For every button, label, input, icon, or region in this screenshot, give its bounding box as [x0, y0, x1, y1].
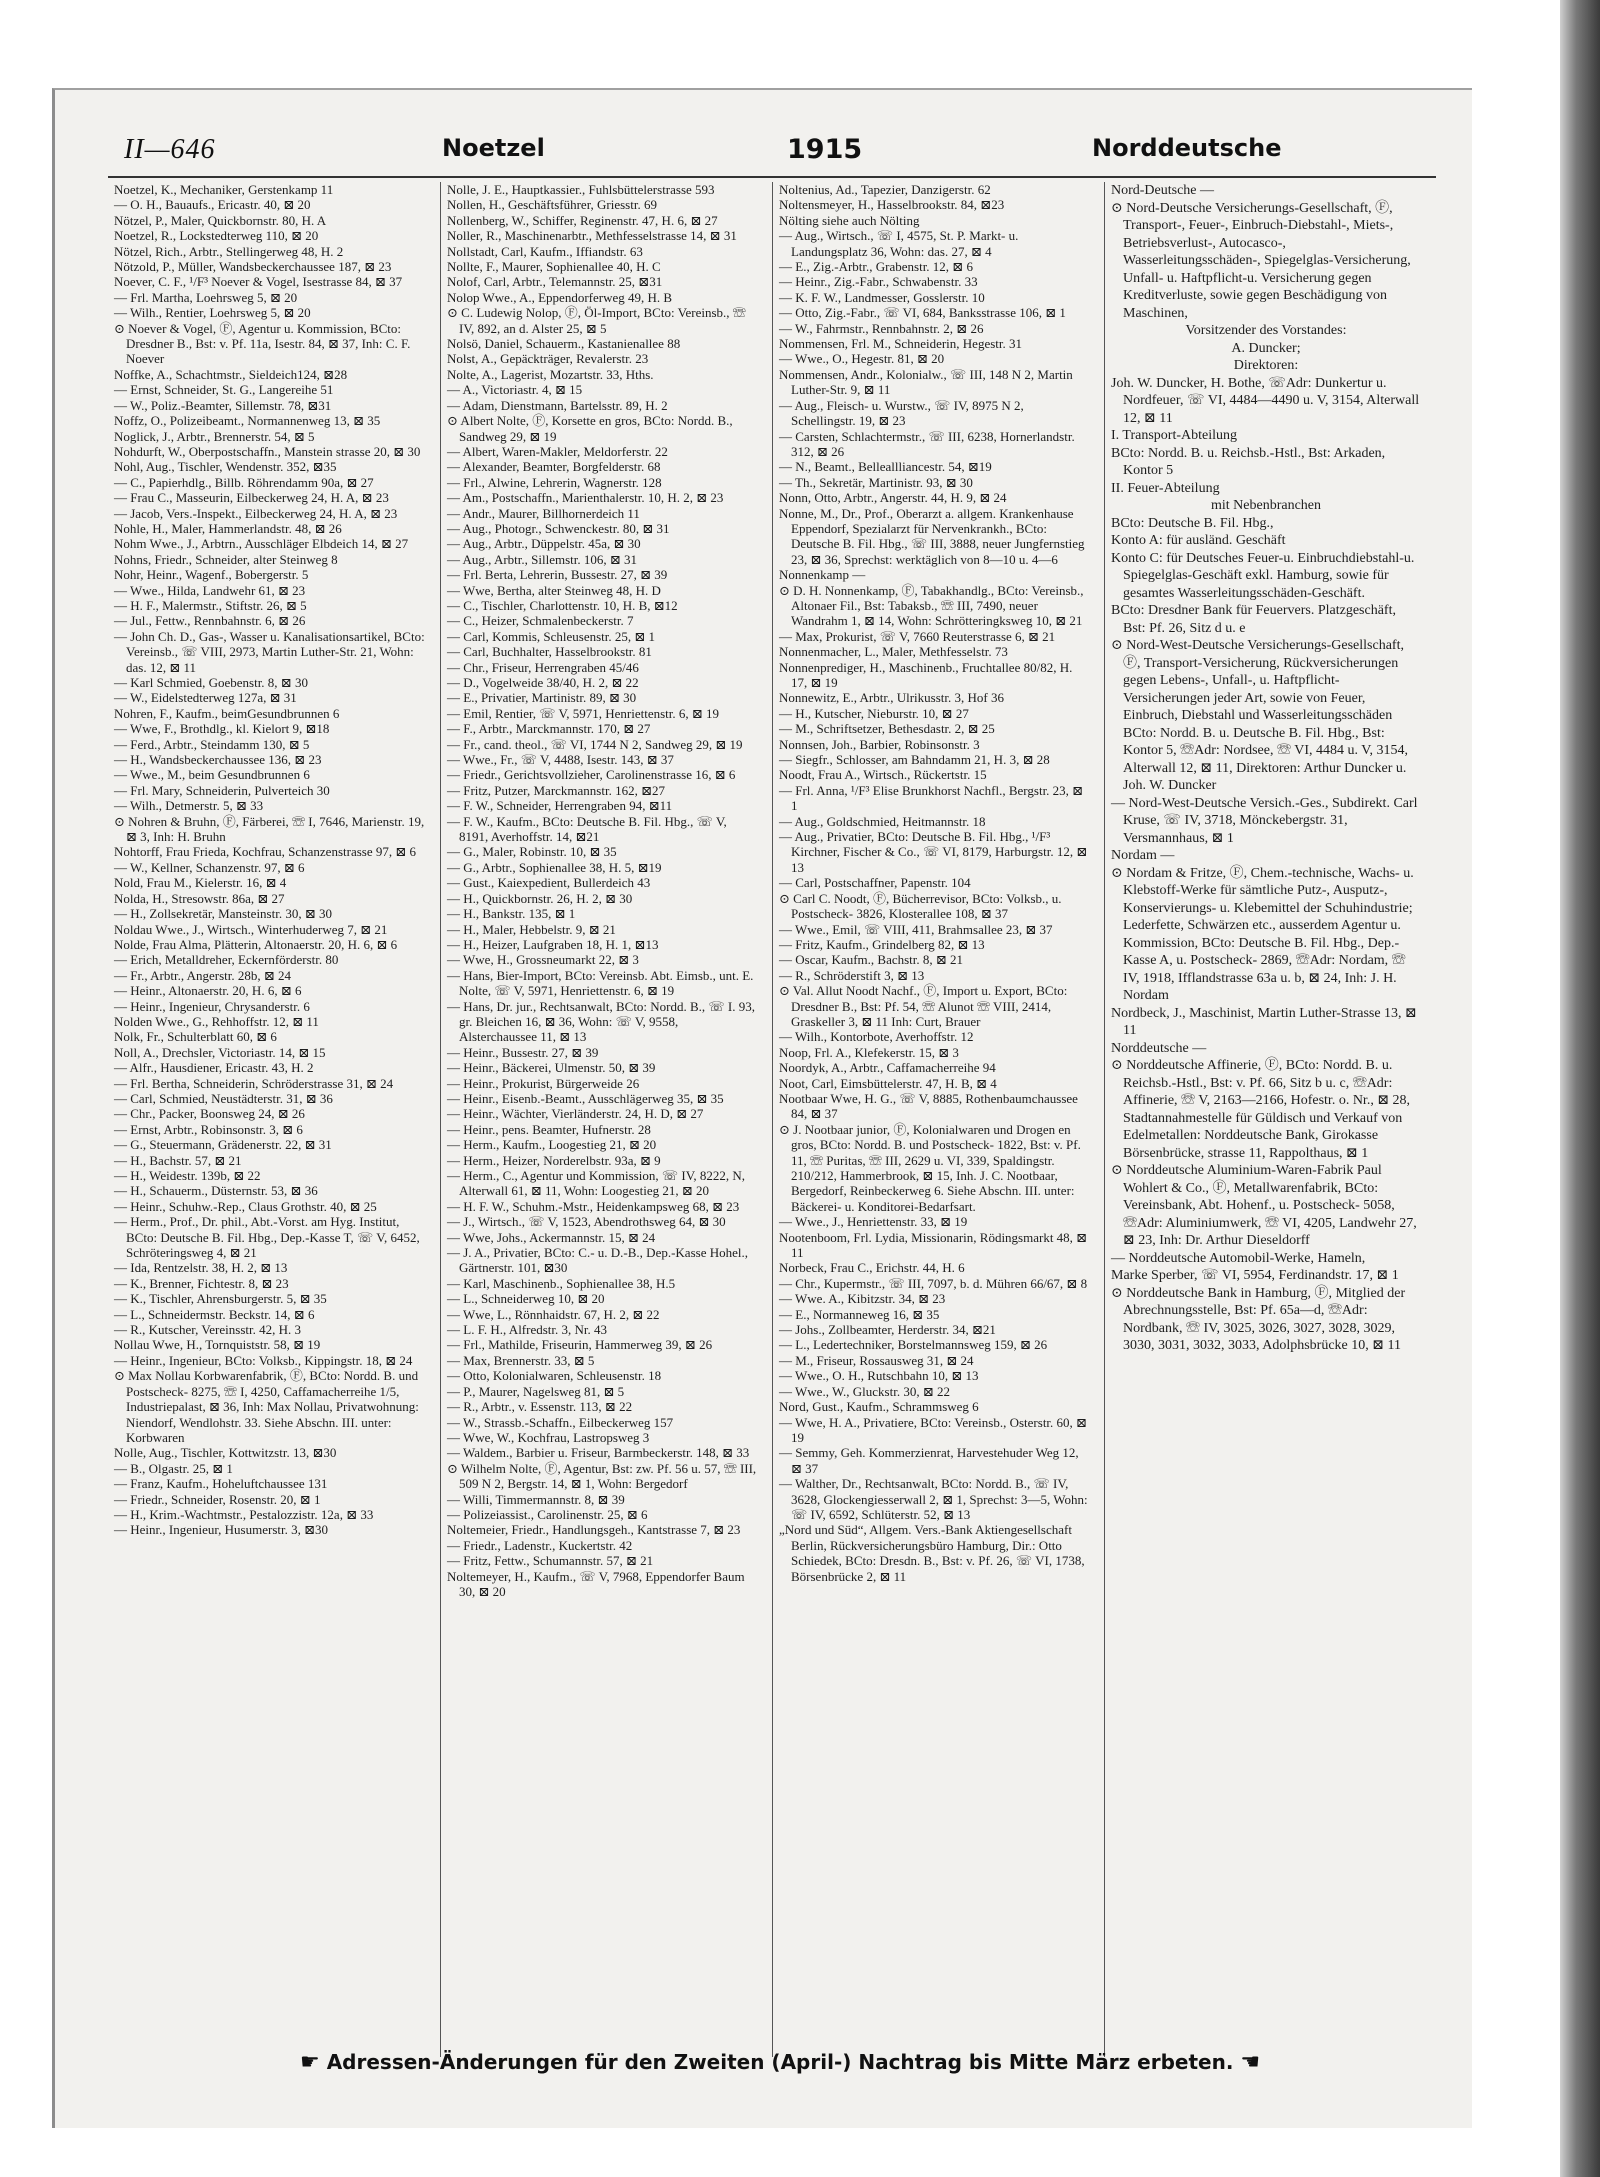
page-number: II—646 [124, 134, 216, 165]
directory-entry: — Fritz, Putzer, Marckmannstr. 162, ⊠27 [447, 782, 665, 798]
directory-entry: — J. A., Privatier, BCto: C.- u. D.-B., Dep.-Kasse Hohel., Gärtnerstr. 101, ⊠30 [447, 1245, 748, 1276]
directory-entry: — Alexander, Beamter, Borgfelderstr. 68 [447, 459, 661, 475]
directory-entry: — E., Zig.-Arbtr., Grabenstr. 12, ⊠ 6 [779, 259, 973, 275]
directory-entry: Nolle, J. E., Hauptkassier., Fuhlsbüttelerstrasse 593 [447, 182, 715, 197]
directory-entry: — F. W., Kaufm., BCto: Deutsche B. Fil. Hbg., ☏ V, 8191, Averhoffstr. 14, ⊠21 [447, 813, 727, 845]
directory-entry: Nolst, A., Gepäckträger, Revalerstr. 23 [447, 351, 649, 367]
directory-entry: — Aug., Wirtsch., ☏ I, 4575, St. P. Markt- u. Landungsplatz 36, Wohn: das. 27, ⊠ 4 [779, 228, 1019, 259]
directory-entry: — F. W., Schneider, Herrengraben 94, ⊠11 [447, 798, 673, 814]
directory-entry: Noetzel, R., Lockstedterweg 110, ⊠ 20 [114, 228, 319, 244]
directory-entry: — Waldem., Barbier u. Friseur, Barmbeckerstr. 148, ⊠ 33 [447, 1445, 750, 1461]
directory-entry: Nollau Wwe, H., Tornquiststr. 58, ⊠ 19 [114, 1337, 321, 1353]
directory-entry: — Wwe., Emil, ☏ VIII, 411, Brahmsallee 23, ⊠ 37 [779, 921, 1053, 937]
directory-entry: — Nord-West-Deutsche Versich.-Ges., Subdirekt. Carl Kruse, ☏ IV, 3718, Mönckebergstr. 31, Versmannhaus, ⊠ 1 [1111, 795, 1418, 846]
footer-text: Adressen-Änderungen für den Zweiten (April-) Nachtrag bis Mitte März erbeten. [326, 2050, 1234, 2074]
directory-entry: — Herm., Prof., Dr. phil., Abt.-Vorst. am Hyg. Institut, BCto: Deutsche B. Fil. Hbg., Dep.-Kasse T, ☏ V, 6452, Schröteringsweg 4, ⊠ 21 [114, 1214, 420, 1261]
directory-entry: — Fritz, Fettw., Schumannstr. 57, ⊠ 21 [447, 1553, 654, 1569]
directory-entry: Nonnenmacher, L., Maler, Methfesselstr. 73 [779, 644, 1008, 660]
directory-entry: — Heinr., Ingenieur, Chrysanderstr. 6 [114, 998, 310, 1014]
directory-entry: Noller, R., Maschinenarbtr., Methfesselstrasse 14, ⊠ 31 [447, 228, 737, 244]
directory-entry: Vorsitzender des Vorstandes: [1185, 323, 1347, 338]
directory-entry: Nonnewitz, E., Arbtr., Ulrikusstr. 3, Hof 36 [779, 690, 1004, 706]
directory-entry: — W., Eidelstedterweg 127a, ⊠ 31 [114, 690, 297, 706]
directory-entry: Noetzel, K., Mechaniker, Gerstenkamp 11 [114, 182, 334, 197]
directory-entry: — H., Maler, Hebbelstr. 9, ⊠ 21 [447, 921, 616, 937]
directory-entry: — Wwe., O., Hegestr. 81, ⊠ 20 [779, 351, 945, 367]
directory-entry: Noever, C. F., ¹/F³ Noever & Vogel, Isestrasse 84, ⊠ 37 [114, 274, 403, 290]
directory-entry: — H. F. W., Schuhm.-Mstr., Heidenkampsweg 68, ⊠ 23 [447, 1198, 740, 1214]
directory-entry: Nötzold, P., Müller, Wandsbeckerchaussee 187, ⊠ 23 [114, 259, 392, 275]
directory-entry: Nordbeck, J., Maschinist, Martin Luther-Strasse 13, ⊠ 11 [1111, 1005, 1417, 1038]
directory-entry: Nommensen, Andr., Kolonialw., ☏ III, 148 N 2, Martin Luther-Str. 9, ⊠ 11 [779, 366, 1073, 398]
directory-entry: — Jacob, Vers.-Inspekt., Eilbeckerweg 24, H. A, ⊠ 23 [114, 505, 398, 521]
directory-entry: — H., Quickbornstr. 26, H. 2, ⊠ 30 [447, 890, 633, 906]
directory-entry: — W., Fahrmstr., Rennbahnstr. 2, ⊠ 26 [779, 320, 984, 336]
pointing-hand-left-icon: ☚ [1240, 2050, 1261, 2075]
directory-entry: — Ida, Rentzelstr. 38, H. 2, ⊠ 13 [114, 1260, 288, 1276]
directory-entry: — J., Wirtsch., ☏ V, 1523, Abendrothsweg 64, ⊠ 30 [447, 1214, 726, 1230]
footer-notice [300, 2050, 1300, 2075]
directory-entry: Nolden Wwe., G., Rehhoffstr. 12, ⊠ 11 [114, 1013, 319, 1029]
directory-entry: Nohdurft, W., Oberpostschaffn., Manstein strasse 20, ⊠ 30 [114, 443, 421, 459]
directory-entry: Nohm Wwe., J., Arbtrn., Ausschläger Elbdeich 14, ⊠ 27 [114, 536, 409, 552]
header-rule [108, 176, 1436, 178]
directory-entry: ⊙ Nord-Deutsche Versicherungs-Gesellschaft, Ⓕ, Transport-, Feuer-, Einbruch-Diebstahl-, Miets-, Betriebsverlust-, Autocasco-, Wasserleitungsschäden-, Spiegelglas-Versicherung, Unfall- u. Haftpflicht-u. Versicherung gegen Kreditverluste, sowie gegen Beschädigung von Maschinen, [1111, 200, 1411, 321]
directory-entry: — D., Vogelweide 38/40, H. 2, ⊠ 22 [447, 675, 639, 690]
directory-entry: — G., Steuermann, Grädenerstr. 22, ⊠ 31 [114, 1137, 332, 1153]
directory-entry: — Aug., Privatier, BCto: Deutsche B. Fil. Hbg., ¹/F³ Kirchner, Fischer & Co., ☏ VI, 8179, Harburgstr. 12, ⊠ 13 [779, 829, 1088, 875]
directory-year: 1915 [787, 134, 863, 165]
directory-entry: — Friedr., Ladenstr., Kuckertstr. 42 [447, 1537, 633, 1553]
directory-entry: Nötzel, P., Maler, Quickbornstr. 80, H. A [114, 212, 327, 228]
directory-entry: Noll, A., Drechsler, Victoriastr. 14, ⊠ 15 [114, 1044, 326, 1060]
directory-entry: — H., Weidestr. 139b, ⊠ 22 [114, 1168, 261, 1183]
directory-entry: — Heinr., Wächter, Vierländerstr. 24, H. D, ⊠ 27 [447, 1106, 704, 1122]
directory-entry: — H., Kutscher, Nieburstr. 10, ⊠ 27 [779, 705, 969, 721]
directory-entry: Nohr, Heinr., Wagenf., Bobergerstr. 5 [114, 567, 309, 583]
directory-entry: — Wilh., Kontorbote, Averhoffstr. 12 [779, 1029, 974, 1045]
directory-entry: — Semmy, Geh. Kommerzienrat, Harvestehuder Weg 12, ⊠ 37 [779, 1445, 1079, 1476]
directory-entry: Konto A: für ausländ. Geschäft [1111, 533, 1286, 548]
directory-entry: — Albert, Waren-Makler, Meldorferstr. 22 [447, 443, 668, 459]
directory-entry: — R., Schröderstift 3, ⊠ 13 [779, 967, 925, 983]
directory-entry: ⊙ C. Ludewig Nolop, Ⓕ, Öl-Import, BCto: Vereinsb., ☏ IV, 892, an d. Alster 25, ⊠ 5 [447, 305, 746, 336]
directory-entry: — H., Bachstr. 57, ⊠ 21 [114, 1152, 242, 1168]
directory-entry: — H., Schauerm., Düsternstr. 53, ⊠ 36 [114, 1183, 318, 1199]
directory-entry: — Wwe. A., Kibitzstr. 34, ⊠ 23 [779, 1291, 946, 1307]
directory-entry: Nold, Frau M., Kielerstr. 16, ⊠ 4 [114, 875, 287, 891]
directory-entry: — Aug., Arbtr., Düppelstr. 45a, ⊠ 30 [447, 536, 641, 552]
directory-entry: BCto: Dresdner Bank für Feuervers. Platzgeschäft, Bst: Pf. 26, Sitz d u. e [1111, 603, 1396, 636]
directory-entry: Nonnenprediger, H., Maschinenb., Fruchtallee 80/82, H. 17, ⊠ 19 [779, 659, 1073, 690]
directory-entry: Nonnsen, Joh., Barbier, Robinsonstr. 3 [779, 736, 980, 752]
directory-entry: Nolde, Frau Alma, Plätterin, Altonaerstr. 20, H. 6, ⊠ 6 [114, 936, 398, 952]
page-header [52, 134, 1472, 174]
directory-entry: Nollstadt, Carl, Kaufm., Iffiandstr. 63 [447, 243, 643, 259]
directory-entry: — Carl, Buchhalter, Hasselbrookstr. 81 [447, 644, 652, 660]
directory-entry: — Ernst, Schneider, St. G., Langereihe 51 [114, 382, 334, 398]
directory-entry: — O. H., Bauaufs., Ericastr. 40, ⊠ 20 [114, 197, 311, 213]
directory-entry: — Frl., Alwine, Lehrerin, Wagnerstr. 128 [447, 474, 662, 490]
directory-entry: Noodt, Frau A., Wirtsch., Rückertstr. 15 [779, 767, 987, 783]
directory-entry: — Andr., Maurer, Billhornerdeich 11 [447, 505, 640, 521]
directory-entry: ⊙ Nordam & Fritze, Ⓕ, Chem.-technische, Wachs- u. Klebstoff-Werke für sämtliche Putz-, Ausputz-, Konservierungs- u. Klebemittel der Schuhindustrie; Lederfette, Schwärzen etc., ausserdem Agentur u. Kommission, BCto: Deutsche B. Fil. Hbg., Dep.-Kasse A, u. Postscheck- 2869, ☏Adr: Nordam, ☏ IV, 1918, Ifflandstrasse 63a u. b, ⊠ 24, Inh: J. H. Nordam [1111, 865, 1414, 1003]
last-entry-heading: Norddeutsche [1092, 134, 1282, 162]
directory-entry: — Siegfr., Schlosser, am Bahndamm 21, H. 3, ⊠ 28 [779, 752, 1050, 768]
directory-entry: — Carsten, Schlachtermstr., ☏ III, 6238, Hornerlandstr. 312, ⊠ 26 [779, 428, 1075, 459]
directory-entry: — Frl. Anna, ¹/F³ Elise Brunkhorst Nachfl., Bergstr. 23, ⊠ 1 [779, 782, 1084, 814]
directory-entry: „Nord und Süd“, Allgem. Vers.-Bank Aktiengesellschaft Berlin, Rückversicherungsbüro Hamburg, Dir.: Otto Schiedek, BCto: Dresdn. B., Bst: v. Pf. 26, ☏ VI, 1738, Börsenbrücke 2, ⊠ 11 [779, 1522, 1085, 1584]
directory-entry: — Carl, Postschaffner, Papenstr. 104 [779, 875, 971, 891]
directory-entry: — N., Beamt., Belleallliancestr. 54, ⊠19 [779, 459, 992, 475]
directory-entry: ⊙ Max Nollau Korbwarenfabrik, Ⓕ, BCto: Nordd. B. und Postscheck- 8275, ☏ I, 4250, Caffamacherreihe 1/5, Industriepalast, ⊠ 36, Inh: Max Nollau, Privatwohnung: Niendorf, Wendlohstr. 33. Siehe Abschn. III. unter: Korbwaren [114, 1368, 419, 1445]
directory-entry: mit Nebenbranchen [1210, 498, 1321, 513]
directory-entry: ⊙ Nohren & Bruhn, Ⓕ, Färberei, ☏ I, 7646, Marienstr. 19, ⊠ 3, Inh: H. Bruhn [114, 813, 425, 845]
directory-entry: — Wwe, H., Grossneumarkt 22, ⊠ 3 [447, 952, 639, 968]
directory-entry: — Aug., Fleisch- u. Wurstw., ☏ IV, 8975 N 2, Schellingstr. 19, ⊠ 23 [779, 397, 1024, 429]
directory-entry: Nolte, A., Lagerist, Mozartstr. 33, Hths. [447, 366, 654, 382]
directory-entry: — Johs., Zollbeamter, Herderstr. 34, ⊠21 [779, 1322, 996, 1338]
directory-entry: — Carl, Kommis, Schleusenstr. 25, ⊠ 1 [447, 628, 656, 644]
directory-entry: — H., Wandsbeckerchaussee 136, ⊠ 23 [114, 752, 322, 768]
directory-entry: — B., Olgastr. 25, ⊠ 1 [114, 1460, 233, 1476]
directory-entry: — Gust., Kaiexpedient, Bullerdeich 43 [447, 875, 651, 891]
directory-entry: — Heinr., Zig.-Fabr., Schwabenstr. 33 [779, 274, 978, 290]
directory-entry: — K., Tischler, Ahrensburgerstr. 5, ⊠ 35 [114, 1291, 327, 1307]
directory-entry: — W., Kellner, Schanzenstr. 97, ⊠ 6 [114, 859, 305, 875]
directory-entry: — Wwe., O. H., Rutschbahn 10, ⊠ 13 [779, 1368, 979, 1384]
directory-entry: — C., Papierhdlg., Billb. Röhrendamm 90a, ⊠ 27 [114, 474, 374, 490]
directory-entry: — Th., Sekretär, Martinistr. 93, ⊠ 30 [779, 474, 973, 490]
directory-entry: — Heinr., Eisenb.-Beamt., Ausschlägerweg 35, ⊠ 35 [447, 1090, 724, 1106]
directory-entry: ⊙ Wilhelm Nolte, Ⓕ, Agentur, Bst: zw. Pf. 56 u. 57, ☏ III, 509 N 2, Bergstr. 14, ⊠ 1, Wohn: Bergedorf [447, 1460, 757, 1492]
directory-entry: Norbeck, Frau C., Erichstr. 44, H. 6 [779, 1260, 965, 1276]
directory-entry: Nord, Gust., Kaufm., Schrammsweg 6 [779, 1399, 979, 1415]
directory-entry: — H. F., Malermstr., Stiftstr. 26, ⊠ 5 [114, 597, 307, 613]
directory-entry: — Wilh., Detmerstr. 5, ⊠ 33 [114, 798, 264, 814]
directory-entry: — Hans, Bier-Import, BCto: Vereinsb. Abt. Eimsb., unt. E. Nolte, ☏ V, 5971, Henriettenstr. 6, ⊠ 19 [447, 967, 754, 999]
directory-entry: — Alfr., Hausdiener, Ericastr. 43, H. 2 [114, 1060, 314, 1076]
directory-entry: — Heinr., pens. Beamter, Hufnerstr. 28 [447, 1121, 651, 1137]
directory-entry: ⊙ J. Nootbaar junior, Ⓕ, Kolonialwaren und Drogen en gros, BCto: Nordd. B. und Postscheck- 1822, Bst: v. Pf. 11, ☏ Puritas, ☏ III, 2629 u. VI, 339, Spaldingstr. 210/212, Hammerbrook, ⊠ 15, Inh. J. C. Nootbaar, Bergedorf, Reinbeckerweg 6. Siehe Abschn. III. unter: Bäckerei- u. Konditorei-Bedarfsart. [779, 1121, 1081, 1214]
directory-entry: — Adam, Dienstmann, Bartelsstr. 89, H. 2 [447, 397, 668, 413]
directory-entry: Noldau Wwe., J., Wirtsch., Winterhuderweg 7, ⊠ 21 [114, 921, 388, 937]
directory-entry: Noop, Frl. A., Klefekerstr. 15, ⊠ 3 [779, 1044, 959, 1060]
directory-entry: BCto: Nordd. B. u. Reichsb.-Hstl., Bst: Arkaden, Kontor 5 [1111, 445, 1386, 478]
directory-entry: — Herm., Heizer, Norderelbstr. 93a, ⊠ 9 [447, 1152, 661, 1168]
directory-entry: Nonne, M., Dr., Prof., Oberarzt a. allgem. Krankenhause Eppendorf, Spezialarzt für Nervenkrankh., BCto: Deutsche B. Fil. Hbg., ☏ III, 3888, neuer Jungfernstieg 23, ⊠ 36, Sprechst: werktäglich von 8—10 u. 4—6 [779, 505, 1085, 567]
directory-entry: — Norddeutsche Automobil-Werke, Hameln, [1111, 1250, 1366, 1266]
directory-entry: — Polizeiassist., Carolinenstr. 25, ⊠ 6 [447, 1506, 648, 1522]
directory-columns [108, 182, 1436, 2057]
directory-entry: — Fr., Arbtr., Angerstr. 28b, ⊠ 24 [114, 967, 292, 983]
directory-entry: Nolle, Aug., Tischler, Kottwitzstr. 13, ⊠30 [114, 1445, 337, 1461]
directory-entry: Nohns, Friedr., Schneider, alter Steinweg 8 [114, 551, 338, 567]
directory-entry: Noglick, J., Arbtr., Brennerstr. 54, ⊠ 5 [114, 428, 315, 444]
directory-entry: — W., Strassb.-Schaffn., Eilbeckerweg 157 [447, 1414, 674, 1430]
directory-entry: BCto: Deutsche B. Fil. Hbg., [1111, 515, 1274, 531]
directory-entry: — Frl. Berta, Lehrerin, Bussestr. 27, ⊠ 39 [447, 567, 668, 583]
directory-entry: — Wwe., Hilda, Landwehr 61, ⊠ 23 [114, 582, 306, 598]
directory-entry: Nolsö, Daniel, Schauerm., Kastanienallee 88 [447, 336, 681, 352]
directory-entry: — Frl. Bertha, Schneiderin, Schröderstrasse 31, ⊠ 24 [114, 1075, 394, 1091]
directory-entry: — Franz, Kaufm., Hoheluftchaussee 131 [114, 1476, 328, 1492]
directory-entry: Nordam — [1111, 848, 1175, 863]
directory-entry: — Heinr., Altonaerstr. 20, H. 6, ⊠ 6 [114, 983, 302, 999]
directory-entry: — K., Brenner, Fichtestr. 8, ⊠ 23 [114, 1275, 289, 1291]
directory-entry: — Aug., Photogr., Schwenckestr. 80, ⊠ 31 [447, 520, 670, 536]
directory-entry: Nootbaar Wwe, H. G., ☏ V, 8885, Rothenbaumchaussee 84, ⊠ 37 [779, 1090, 1078, 1122]
first-entry-heading: Noetzel [442, 134, 545, 162]
directory-entry: — Aug., Goldschmied, Heitmannstr. 18 [779, 813, 986, 829]
directory-entry: Nohle, H., Maler, Hammerlandstr. 48, ⊠ 26 [114, 520, 342, 536]
directory-entry: — P., Maurer, Nagelsweg 81, ⊠ 5 [447, 1383, 625, 1399]
directory-entry: Noffke, A., Schachtmstr., Sieldeich124, ⊠28 [114, 366, 348, 382]
directory-entry: ⊙ Norddeutsche Affinerie, Ⓕ, BCto: Nordd. B. u. Reichsb.-Hstl., Bst: v. Pf. 66, Sitz b u. c, ☏Adr: Affinerie, ☏ V, 2163—2166, Hofestr. o. Nr., ⊠ 28, Stadtannahmestelle für Güldisch und Verkauf von Edelmetallen: Norddeutsche Bank, Girokasse Börsenbrücke, strasse 11, Rappolthaus, ⊠ 1 [1111, 1058, 1411, 1161]
directory-entry: — Heinr., Bussestr. 27, ⊠ 39 [447, 1044, 599, 1060]
directory-entry: — H., Krim.-Wachtmstr., Pestalozzistr. 12a, ⊠ 33 [114, 1506, 374, 1522]
directory-entry: ⊙ Norddeutsche Bank in Hamburg, Ⓕ, Mitglied der Abrechnungsstelle, Bst: Pf. 65a—d, ☏Adr: Nordbank, ☏ IV, 3025, 3026, 3027, 3028, 3029, 3030, 3031, 3032, 3033, Adolphsbrücke 10, ⊠ 11 [1111, 1285, 1406, 1353]
directory-entry: — Frl., Mathilde, Friseurin, Hammerweg 39, ⊠ 26 [447, 1337, 713, 1353]
directory-entry: — L., Ledertechniker, Borstelmannsweg 159, ⊠ 26 [779, 1337, 1048, 1353]
directory-entry: Direktoren: [1233, 358, 1299, 373]
directory-entry: — Fritz, Kaufm., Grindelberg 82, ⊠ 13 [779, 936, 985, 952]
directory-entry: — C., Tischler, Charlottenstr. 10, H. B, ⊠12 [447, 597, 678, 613]
directory-entry: ⊙ D. H. Nonnenkamp, Ⓕ, Tabakhandlg., BCto: Vereinsb., Altonaer Fil., Bst: Tabaksb., ☏ III, 7490, neuer Wandrahm 1, ⊠ 14, Wohn: Schrötteringksweg 10, ⊠ 21 [779, 582, 1084, 629]
directory-entry: Nootenboom, Frl. Lydia, Missionarin, Rödingsmarkt 48, ⊠ 11 [779, 1229, 1088, 1261]
directory-entry: — Wilh., Rentier, Loehrsweg 5, ⊠ 20 [114, 305, 311, 321]
directory-entry: Nohren, F., Kaufm., beimGesundbrunnen 6 [114, 705, 340, 721]
directory-entry: — W., Poliz.-Beamter, Sillemstr. 78, ⊠31 [114, 397, 332, 413]
directory-entry: Noot, Carl, Eimsbüttelerstr. 47, H. B, ⊠ 4 [779, 1075, 997, 1091]
directory-entry: — Frau C., Masseurin, Eilbeckerweg 24, H. A, ⊠ 23 [114, 490, 389, 506]
directory-entry: — Emil, Rentier, ☏ V, 5971, Henriettenstr. 6, ⊠ 19 [447, 705, 720, 721]
directory-entry: Nolop Wwe., A., Eppendorferweg 49, H. B [447, 289, 673, 305]
directory-entry: I. Transport-Abteilung [1111, 428, 1237, 443]
directory-entry: — R., Kutscher, Vereinsstr. 42, H. 3 [114, 1322, 302, 1338]
directory-entry: — K. F. W., Landmesser, Gosslerstr. 10 [779, 289, 985, 305]
directory-entry: — Wwe, W., Kochfrau, Lastropsweg 3 [447, 1429, 650, 1445]
directory-entry: — L., Schneiderweg 10, ⊠ 20 [447, 1291, 605, 1307]
directory-entry: — Friedr., Gerichtsvollzieher, Carolinenstrasse 16, ⊠ 6 [447, 767, 736, 783]
directory-entry: — Wwe, L., Rönnhaidstr. 67, H. 2, ⊠ 22 [447, 1306, 660, 1322]
directory-entry: — E., Normanneweg 16, ⊠ 35 [779, 1306, 940, 1322]
directory-entry: Nonn, Otto, Arbtr., Angerstr. 44, H. 9, ⊠ 24 [779, 490, 1007, 506]
directory-entry: — John Ch. D., Gas-, Wasser u. Kanalisationsartikel, BCto: Vereinsb., ☏ VIII, 2973, Martin Luther-Str. 21, Wohn: das. 12, ⊠ 11 [114, 628, 425, 675]
directory-entry: Noltensmeyer, H., Hasselbrookstr. 84, ⊠23 [779, 197, 1005, 213]
directory-column-2 [440, 182, 763, 2057]
directory-entry: ⊙ Norddeutsche Aluminium-Waren-Fabrik Paul Wohlert & Co., Ⓕ, Metallwarenfabrik, BCto: Vereinsbank, Abt. Hohenf., u. Postscheck- 5058, ☏Adr: Aluminiumwerk, ☏ VI, 4205, Landwehr 27, ⊠ 23, Inh: Dr. Arthur Dieseldorff [1111, 1163, 1417, 1248]
directory-entry: Nolk, Fr., Schulterblatt 60, ⊠ 6 [114, 1029, 277, 1045]
directory-entry: — G., Arbtr., Sophienallee 38, H. 5, ⊠19 [447, 859, 662, 875]
directory-entry: Nolda, H., Stresowstr. 86a, ⊠ 27 [114, 890, 285, 906]
directory-entry: Noltemeier, Friedr., Handlungsgeh., Kantstrasse 7, ⊠ 23 [447, 1522, 741, 1538]
directory-entry: — Ferd., Arbtr., Steindamm 130, ⊠ 5 [114, 736, 310, 752]
directory-entry: — R., Arbtr., v. Essenstr. 113, ⊠ 22 [447, 1399, 633, 1415]
directory-entry: Nollte, F., Maurer, Sophienallee 40, H. C [447, 259, 661, 275]
directory-entry: ⊙ Noever & Vogel, Ⓕ, Agentur u. Kommission, BCto: Dresdner B., Bst: v. Pf. 11a, Isestr. 84, ⊠ 37, Inh: C. F. Noever [114, 320, 411, 367]
directory-entry: — Aug., Arbtr., Sillemstr. 106, ⊠ 31 [447, 551, 638, 567]
directory-entry: Nollen, H., Geschäftsführer, Griesstr. 69 [447, 197, 657, 213]
directory-entry: — Wwe., W., Gluckstr. 30, ⊠ 22 [779, 1383, 950, 1399]
directory-entry: — Herm., C., Agentur und Kommission, ☏ IV, 8222, N, Alterwall 61, ⊠ 11, Wohn: Loogestieg 21, ⊠ 20 [447, 1168, 746, 1199]
directory-entry: — Wwe, Johs., Ackermannstr. 15, ⊠ 24 [447, 1229, 656, 1245]
directory-entry: Norddeutsche — [1111, 1040, 1207, 1056]
directory-entry: ⊙ Val. Allut Noodt Nachf., Ⓕ, Import u. Export, BCto: Dresdner B., Bst: Pf. 54, ☏ Alunot ☏ VIII, 2414, Graskeller 3, ⊠ 11 Inh: Curt, Brauer [779, 983, 1068, 1029]
directory-entry: — H., Bankstr. 135, ⊠ 1 [447, 906, 576, 922]
directory-entry: Nommensen, Frl. M., Schneiderin, Hegestr. 31 [779, 336, 1022, 352]
directory-entry: — A., Victoriastr. 4, ⊠ 15 [447, 382, 583, 398]
directory-column-4 [1104, 182, 1427, 2057]
directory-entry: — Walther, Dr., Rechtsanwalt, BCto: Nordd. B., ☏ IV, 3628, Glockengiesserwall 2, ⊠ 1, Sprechst: 3—5, Wohn: ☏ IV, 6592, Schlüterstr. 52, ⊠ 13 [779, 1476, 1088, 1522]
directory-entry: — E., Privatier, Martinistr. 89, ⊠ 30 [447, 690, 637, 706]
directory-entry: ⊙ Carl C. Noodt, Ⓕ, Bücherrevisor, BCto: Volksb., u. Postscheck- 3826, Klosterallee 108, ⊠ 37 [779, 890, 1062, 922]
directory-entry: — Friedr., Schneider, Rosenstr. 20, ⊠ 1 [114, 1491, 321, 1507]
pointing-hand-right-icon: ☛ [300, 2050, 320, 2075]
directory-entry: — Wwe, F., Brothdlg., kl. Kielort 9, ⊠18 [114, 721, 330, 737]
directory-entry: — Fr., cand. theol., ☏ VI, 1744 N 2, Sandweg 29, ⊠ 19 [447, 736, 743, 752]
directory-entry: — Karl Schmied, Goebenstr. 8, ⊠ 30 [114, 675, 308, 690]
directory-entry: — Wwe., J., Henriettenstr. 33, ⊠ 19 [779, 1214, 968, 1230]
directory-entry: — Chr., Packer, Boonsweg 24, ⊠ 26 [114, 1106, 305, 1122]
directory-entry: Joh. W. Duncker, H. Bothe, ☏Adr: Dunkertur u. Nordfeuer, ☏ VI, 4484—4490 u. V, 3154, Alterwall 12, ⊠ 11 [1111, 375, 1420, 426]
directory-entry: Nord-Deutsche — [1111, 183, 1215, 198]
directory-entry: Nohtorff, Frau Frieda, Kochfrau, Schanzenstrasse 97, ⊠ 6 [114, 844, 416, 860]
directory-entry: — Wwe., Fr., ☏ V, 4488, Isestr. 143, ⊠ 37 [447, 752, 674, 768]
directory-entry: Nolof, Carl, Arbtr., Telemannstr. 25, ⊠31 [447, 274, 663, 290]
directory-entry: — H., Heizer, Laufgraben 18, H. 1, ⊠13 [447, 936, 659, 952]
directory-entry: — Otto, Zig.-Fabr., ☏ VI, 684, Banksstrasse 106, ⊠ 1 [779, 305, 1066, 321]
directory-entry: — Heinr., Ingenieur, Husumerstr. 3, ⊠30 [114, 1522, 329, 1538]
directory-entry: — Max, Brennerstr. 33, ⊠ 5 [447, 1352, 595, 1368]
directory-entry: — Wwe, H. A., Privatiere, BCto: Vereinsb., Osterstr. 60, ⊠ 19 [779, 1414, 1087, 1445]
directory-entry: A. Duncker; [1231, 340, 1301, 356]
directory-entry: — M., Schriftsetzer, Bethesdastr. 2, ⊠ 25 [779, 721, 995, 737]
directory-entry: — L. F. H., Alfredstr. 3, Nr. 43 [447, 1322, 608, 1338]
directory-entry: Noltemeyer, H., Kaufm., ☏ V, 7968, Eppendorfer Baum 30, ⊠ 20 [447, 1568, 745, 1599]
directory-entry: — Wwe., M., beim Gesundbrunnen 6 [114, 767, 310, 783]
directory-entry: Noltenius, Ad., Tapezier, Danzigerstr. 62 [779, 182, 991, 197]
directory-entry: — Chr., Friseur, Herrengraben 45/46 [447, 659, 639, 675]
directory-entry: — L., Schneidermstr. Beckstr. 14, ⊠ 6 [114, 1306, 315, 1322]
directory-column-3 [772, 182, 1095, 2057]
directory-entry: ⊙ Albert Nolte, Ⓕ, Korsette en gros, BCto: Nordd. B., Sandweg 29, ⊠ 19 [447, 413, 733, 444]
directory-entry: — Heinr., Ingenieur, BCto: Volksb., Kippingstr. 18, ⊠ 24 [114, 1352, 413, 1368]
directory-entry: — C., Heizer, Schmalenbeckerstr. 7 [447, 613, 634, 629]
directory-column-1 [108, 182, 431, 2057]
directory-entry: — Wwe, Bertha, alter Steinweg 48, H. D [447, 582, 661, 598]
directory-entry: — Hans, Dr. jur., Rechtsanwalt, BCto: Nordd. B., ☏ I. 93, gr. Bleichen 16, ⊠ 36, Wohn: ☏ V, 9558, Alsterchaussee 11, ⊠ 13 [447, 998, 756, 1045]
directory-entry: Noordyk, A., Arbtr., Caffamacherreihe 94 [779, 1060, 996, 1076]
directory-entry: Nohl, Aug., Tischler, Wendenstr. 352, ⊠35 [114, 459, 337, 475]
directory-entry: — Jul., Fettw., Rennbahnstr. 6, ⊠ 26 [114, 613, 306, 629]
directory-entry: — Heinr., Bäckerei, Ulmenstr. 50, ⊠ 39 [447, 1060, 656, 1076]
directory-entry: — M., Friseur, Rossausweg 31, ⊠ 24 [779, 1352, 974, 1368]
directory-entry: — Frl. Mary, Schneiderin, Pulverteich 30 [114, 782, 330, 798]
directory-entry: — Willi, Timmermannstr. 8, ⊠ 39 [447, 1491, 625, 1507]
directory-entry: — Karl, Maschinenb., Sophienallee 38, H.5 [447, 1275, 676, 1291]
directory-entry: — Erich, Metalldreher, Eckernförderstr. 80 [114, 952, 339, 968]
directory-entry: — Carl, Schmied, Neustädterstr. 31, ⊠ 36 [114, 1090, 333, 1106]
directory-entry: — Heinr., Schuhw.-Rep., Claus Grothstr. 40, ⊠ 25 [114, 1198, 377, 1214]
directory-entry: — G., Maler, Robinstr. 10, ⊠ 35 [447, 844, 617, 860]
directory-entry: Marke Sperber, ☏ VI, 5954, Ferdinandstr. 17, ⊠ 1 [1111, 1268, 1399, 1283]
directory-entry: — Herm., Kaufm., Loogestieg 21, ⊠ 20 [447, 1137, 657, 1153]
directory-entry: — Am., Postschaffn., Marienthalerstr. 10, H. 2, ⊠ 23 [447, 490, 724, 506]
directory-entry: — Otto, Kolonialwaren, Schleusenstr. 18 [447, 1368, 662, 1384]
directory-entry: Nollenberg, W., Schiffer, Reginenstr. 47, H. 6, ⊠ 27 [447, 212, 718, 228]
directory-entry: Noffz, O., Polizeibeamt., Normannenweg 13, ⊠ 35 [114, 413, 381, 429]
directory-entry: Konto C: für Deutsches Feuer-u. Einbruchdiebstahl-u. Spiegelglas-Geschäft exkl. Hamburg, sowie für gesamtes Wasserleitungsschäden-Geschäft. [1111, 550, 1415, 601]
page-edge-shadow [1560, 0, 1600, 2177]
directory-entry: II. Feuer-Abteilung [1111, 480, 1220, 496]
directory-entry: — Max, Prokurist, ☏ V, 7660 Reuterstrasse 6, ⊠ 21 [779, 628, 1056, 644]
directory-entry: Nötzel, Rich., Arbtr., Stellingerweg 48, H. 2 [114, 243, 344, 259]
directory-entry: Nölting siehe auch Nölting [779, 212, 920, 228]
directory-entry: — F., Arbtr., Marckmannstr. 170, ⊠ 27 [447, 721, 651, 737]
directory-entry: — Ernst, Arbtr., Robinsonstr. 3, ⊠ 6 [114, 1121, 303, 1137]
directory-entry: — Frl. Martha, Loehrsweg 5, ⊠ 20 [114, 289, 298, 305]
directory-entry: Nonnenkamp — [779, 567, 866, 583]
directory-entry: ⊙ Nord-West-Deutsche Versicherungs-Gesellschaft, Ⓕ, Transport-Versicherung, Rückversicherungen gegen Lebens-, Unfall-, u. Haftpflicht-Versicherungen jeder Art, sowie von Feuer, Einbruch, Diebstahl und Wasserleitungsschäden BCto: Nordd. B. u. Deutsche B. Fil. Hbg., Bst: Kontor 5, ☏Adr: Nordsee, ☏ VI, 4484 u. V, 3154, Alterwall 12, ⊠ 11, Direktoren: Arthur Duncker u. Joh. W. Duncker [1111, 638, 1409, 793]
directory-entry: — H., Zollsekretär, Mansteinstr. 30, ⊠ 30 [114, 906, 332, 922]
directory-entry: — Oscar, Kaufm., Bachstr. 8, ⊠ 21 [779, 952, 964, 968]
directory-entry: — Chr., Kupermstr., ☏ III, 7097, b. d. Mühren 66/67, ⊠ 8 [779, 1275, 1088, 1291]
directory-entry: — Heinr., Prokurist, Bürgerweide 26 [447, 1075, 640, 1091]
